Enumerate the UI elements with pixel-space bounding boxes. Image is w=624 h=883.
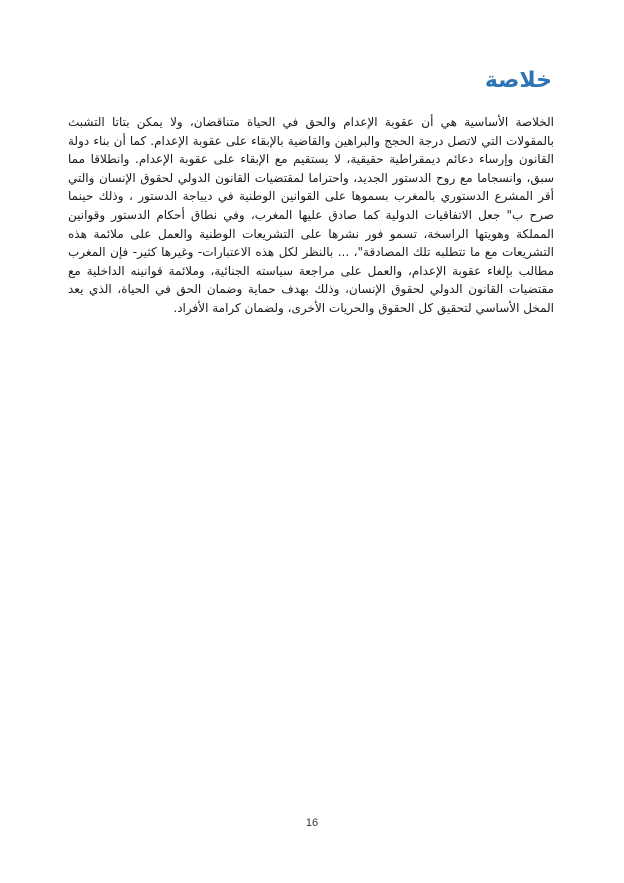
body-paragraph: الخلاصة الأساسية هي أن عقوبة الإعدام والحق في الحياة متناقضان، ولا يمكن بتاتا التشبث بالمقولات التي لاتصل درجة الحجج والبراهين والقاضية بالإبقاء على عقوبة الإعدام. كما أن بناء دولة القانون وإرساء دعائم ديمقراطية حقيقية، لا يستقيم مع الإبقاء على عقوبة الإعدام. وانطلاقا مما سبق، وانسجاما مع روح الدستور الجديد، واحتراما لمقتضيات القانون الدولي لحقوق الإنسان والتي أقر المشرع الدستوري بالمغرب بسموها على القوانين الوطنية في ديباجة الدستور ، وذلك حينما صرح ب" جعل الاتفاقيات الدولية كما صادق عليها المغرب، وفي نطاق أحكام الدستور وقوانين المملكة وهويتها الراسخة، تسمو فور نشرها على التشريعات الوطنية والعمل على ملائمة هذه التشريعات مع ما تتطلبه تلك المصادقة"، ... بالنظر لكل هذه الاعتبارات- وغيرها كثير- فإن المغرب مطالب بإلغاء عقوبة الإعدام، والعمل على مراجعة سياسته الجنائية، وملائمة قوانينه الداخلية مع مقتضيات القانون الدولي لحقوق الإنسان، وذلك بهدف حماية وضمان الحق في الحياة، الذي يعد المخل الأساسي لتحقيق كل الحقوق والحريات الأخرى، ولضمان كرامة الأفراد. [68,115,554,315]
section-heading: خلاصة [484,68,552,93]
page-number: 16 [305,817,319,829]
